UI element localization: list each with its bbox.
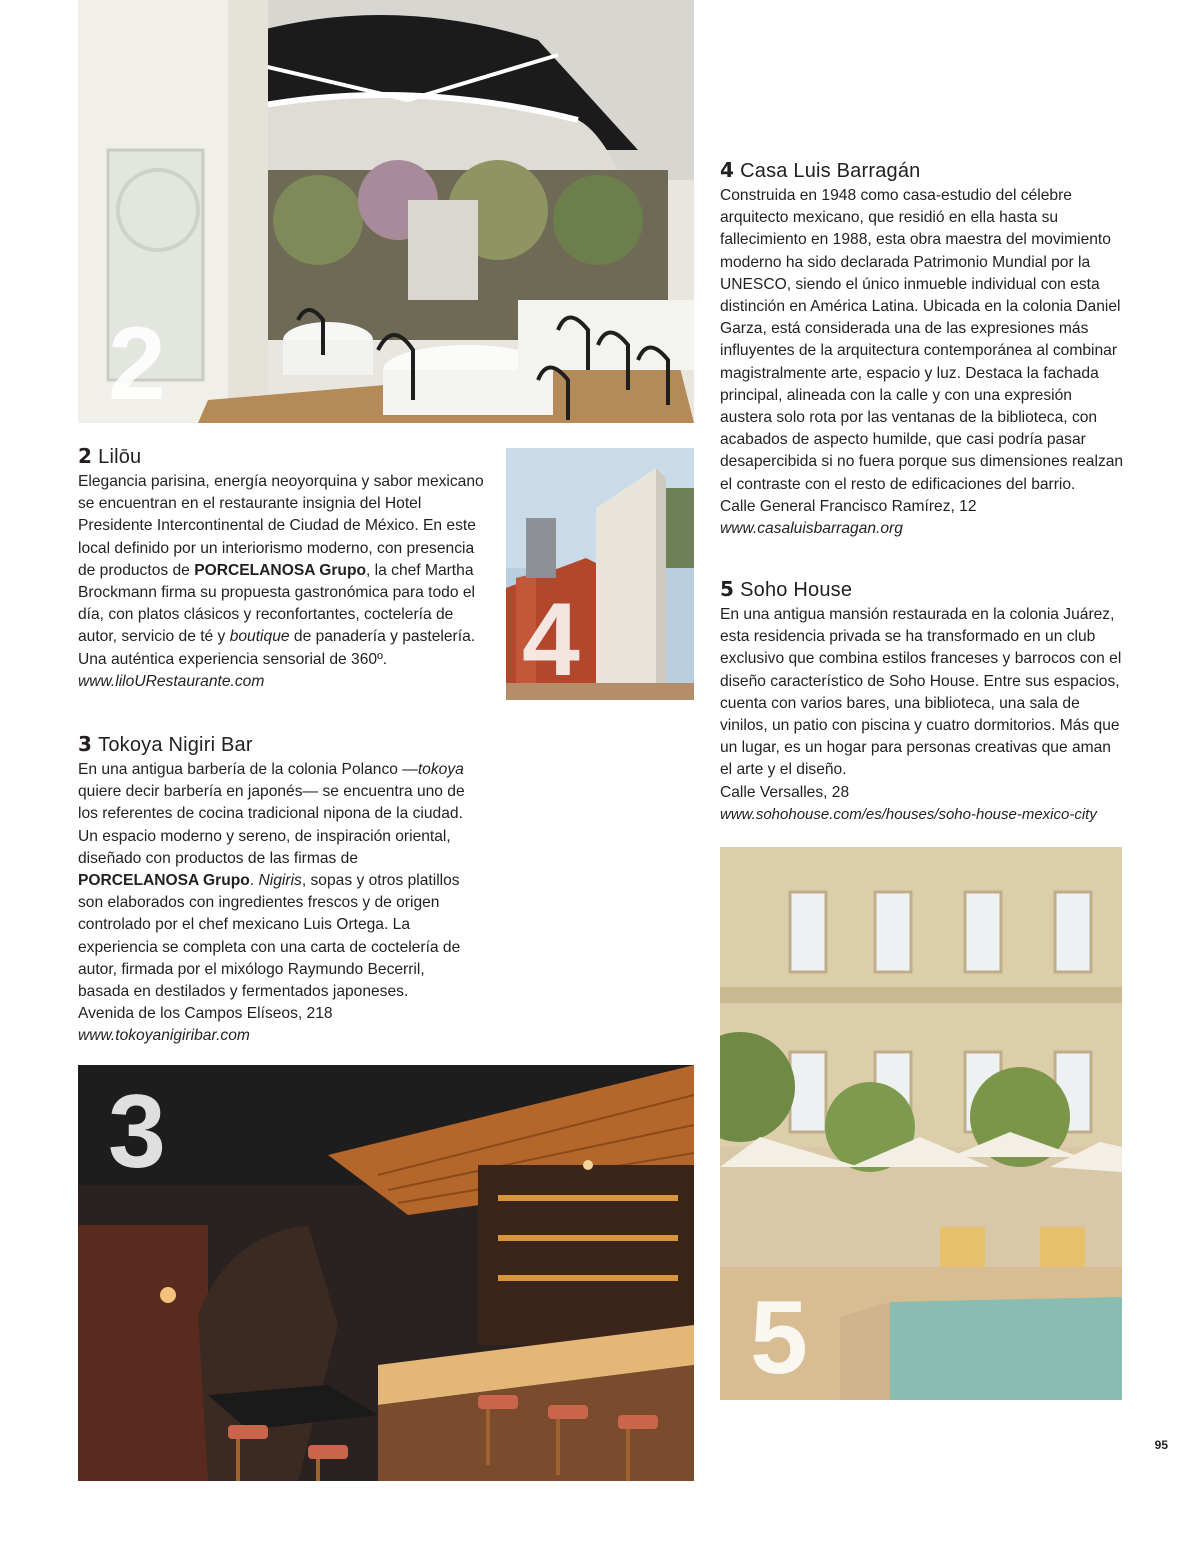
article-body: En una antigua mansión restaurada en la colonia Juárez, esta residencia privada se ha transformado en un club exclusivo que combina estilos franceses y barrocos con el diseño característico de Soho House. Entre sus espacios, cuenta con varios bares, una biblioteca, una sala de vinilos, un patio con piscina y cuatro dormitorios. Más que un lugar, es un hogar para personas creativas que aman el arte y el diseño. [720,606,1122,779]
brand-name: PORCELANOSA Grupo [194,561,367,579]
article-heading [720,158,1124,183]
body-text: , sopas y otros platillos son elaborados con ingredientes frescos y de origen controlado por el chef mexicano Luis Ortega. La experiencia se completa con una carta de coctelería de autor, firmada por el mixólogo Raymundo Becerril, basada en destilados y fermentados japoneses. [78,872,461,1001]
body-text: quiere decir barbería en japonés— se encuentra uno de los referentes de cocina tradicional nipona de la ciudad. Un espacio moderno y sereno, de inspiración oriental, diseñado con productos de las firmas de [78,783,465,867]
body-text: Elegancia parisina, energía neoyorquina y sabor mexicano se encuentran en el restaurante insignia del Hotel Presidente Intercontinental de Ciudad de México. En este local definido por un interiorismo moderno, con presencia de productos de [78,473,484,579]
article-casa-barragan [720,158,1124,540]
article-body [78,759,478,1003]
website-link[interactable]: www.sohohouse.com/es/houses/soho-house-mexico-city [720,805,1097,823]
address: Calle General Francisco Ramírez, 12 [720,497,977,515]
body-text: de panadería y pastelería. Una auténtica experiencia sensorial de 360º. [78,628,476,668]
brand-name: PORCELANOSA Grupo [78,872,250,890]
photo-tokoya-bar [78,1065,694,1481]
photo-lilou-restaurant [78,0,694,423]
body-text: En una antigua barbería de la colonia Polanco — [78,761,418,778]
article-title: Tokoya Nigiri Bar [98,734,253,756]
website-link[interactable]: www.liloURestaurante.com [78,672,265,690]
article-number: 5 [720,577,735,601]
article-lilou [78,444,490,693]
website-link[interactable]: www.casaluisbarragan.org [720,520,903,538]
photo-number-5: 5 [750,1280,808,1396]
article-title: Lilōu [98,446,142,468]
address: Calle Versalles, 28 [720,783,850,801]
article-body: Construida en 1948 como casa-estudio del célebre arquitecto mexicano, que residió en ella hasta su fallecimiento en 1988, esta obra maestra del movimiento moderno ha sido declarada Patrimonio Mundial por la UNESCO, siendo el único inmueble individual con esta distinción en América Latina. Ubicada en la colonia Daniel Garza, está considerada una de las expresiones más influyentes de la arquitectura contemporánea al combinar magistralmente arte, espacio y luz. Destaca la fachada principal, alineada con la calle y con una expresión austera solo rota por las ventanas de la biblioteca, con acabados de aspecto humilde, que casi podría pasar desapercibida si no fuera porque sus dimensiones realzan el contraste con el resto de edificaciones del barrio. [720,187,1124,493]
page-number: 95 [1154,1438,1168,1452]
website-link[interactable]: www.tokoyanigiribar.com [78,1027,250,1045]
article-number: 3 [78,732,93,756]
address: Avenida de los Campos Elíseos, 218 [78,1005,333,1023]
article-title: Casa Luis Barragán [740,160,921,182]
photo-number-4: 4 [522,582,580,698]
italic-term: boutique [229,628,290,646]
italic-term: Nigiris [258,872,302,890]
article-tokoya [78,732,478,1048]
italic-term: tokoya [417,761,464,778]
article-heading [78,732,478,757]
article-title: Soho House [740,579,853,601]
body-text: . [249,872,255,890]
article-number: 2 [78,444,93,468]
article-body [78,471,490,671]
article-soho-house [720,577,1124,826]
body-text: , la chef Martha Brockmann firma su propuesta gastronómica para todo el día, con platos clásicos y reconfortantes, coctelería de autor, servicio de té y [78,561,475,646]
photo-number-3: 3 [108,1074,166,1190]
article-heading [78,444,490,469]
article-number: 4 [720,158,735,182]
photo-number-2: 2 [108,306,166,422]
article-heading [720,577,1124,602]
